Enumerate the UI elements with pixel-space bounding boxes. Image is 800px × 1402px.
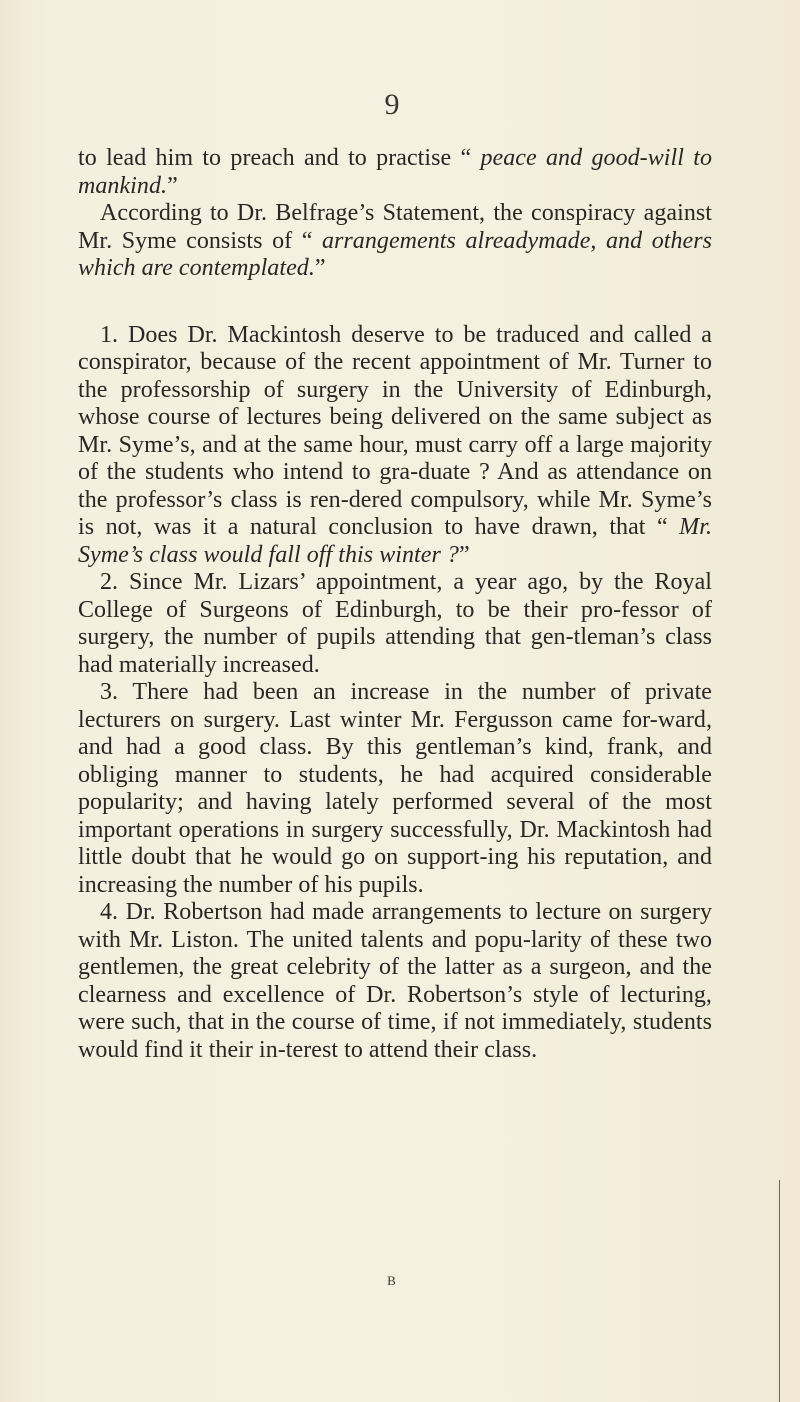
paragraph-1-close-quote: ” [167,172,178,199]
signature-mark: B [387,1273,397,1288]
paragraph-5: 3. There had been an increase in the number of private lecturers on surgery. Last winter Mr. Fergusson came for-ward, and had a good class. By this gentleman’s kind, frank, and obliging manner to students, he had acquired considerable popularity; and having lately performed several of the most important operations in surgery successfully, Dr. Mackintosh had little doubt that he would go on support-ing his reputation, and increasing the number of his pupils. [78,679,712,898]
page-number: 9 [384,88,400,121]
paragraph-3-close-quote: ” [458,541,470,568]
paragraph-2 [78,200,712,283]
section-spacer [78,283,712,322]
paragraph-1 [78,145,712,200]
paragraph-3-italic: Mr. Syme’s class would fall off this winter ? [78,514,712,568]
paragraph-3 [78,322,712,570]
paragraph-4: 2. Since Mr. Lizars’ appointment, a year ago, by the Royal College of Surgeons of Edinburgh, to be their pro-fessor of surgery, the number of pupils attending that gen-tleman’s class had materially increased. [78,569,712,678]
paragraph-2-close-quote: ” [314,255,326,281]
paragraph-3-text: 1. Does Dr. Mackintosh deserve to be traduced and called a conspirator, because of the recent appointment of Mr. Turner to the professorship of surgery in the University of Edinburgh, whose course of lectures being delivered on the same subject as Mr. Syme’s, and at the same hour, must carry off a large majority of the students who intend to gra-duate ? And as attendance on the professor’s class is ren-dered compulsory, while Mr. Syme’s is not, was it a natural conclusion to have drawn, that “ [78,321,712,540]
paragraph-2-text: According to Dr. Belfrage’s Statement, the conspiracy against Mr. Syme consists of “ [78,200,712,254]
paragraph-1-text: to lead him to preach and to practise “ [78,145,481,171]
paragraph-2-italic: arrangements alreadymade, and others which are contemplated. [78,227,712,281]
page-edge-line [779,1180,780,1402]
body-text [78,145,712,1064]
paragraph-1-italic: peace and good-will to mankind. [78,145,712,199]
paragraph-6: 4. Dr. Robertson had made arrangements to lecture on surgery with Mr. Liston. The united talents and popu-larity of these two gentlemen, the great celebrity of the latter as a surgeon, and the clearness and excellence of Dr. Robertson’s style of lecturing, were such, that in the course of time, if not immediately, students would find it their in-terest to attend their class. [78,899,712,1063]
